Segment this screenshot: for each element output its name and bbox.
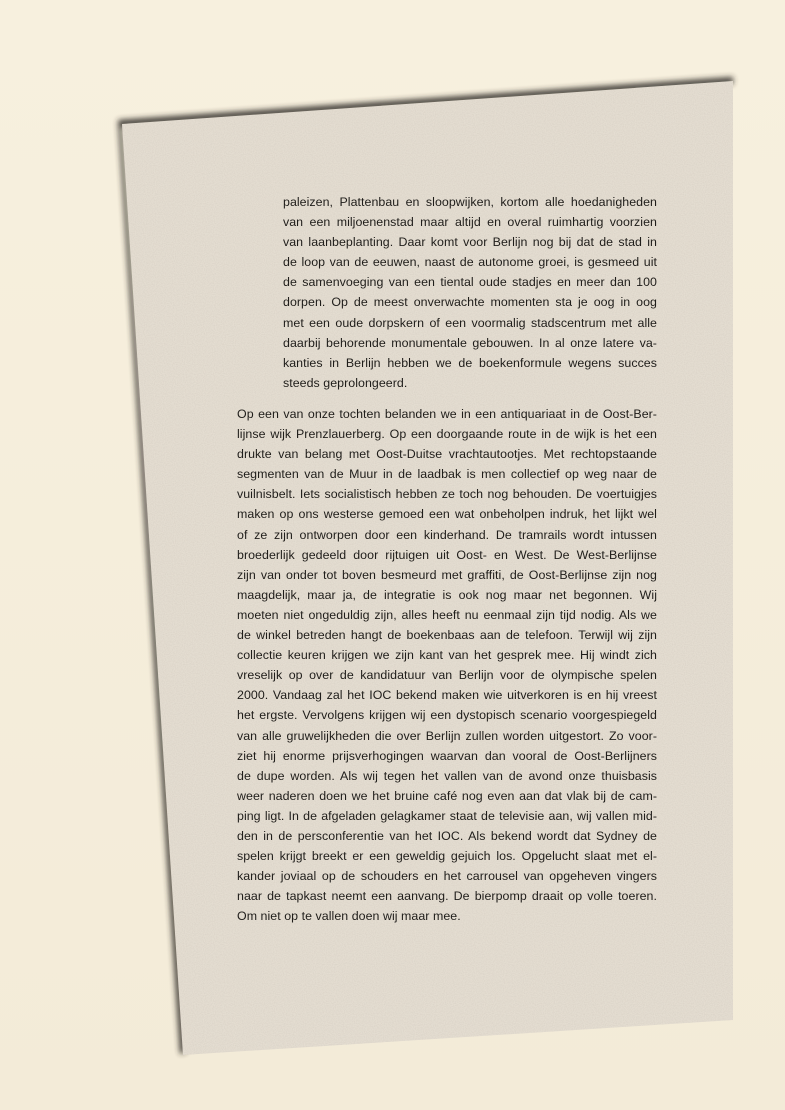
body-line: vuilnisbelt. Iets socialistisch hebben ze toch nog behouden. De voertuigjes — [237, 487, 657, 502]
quote-line: steeds geprolongeerd. — [283, 375, 408, 390]
body-line: of ze zijn ontworpen door een kinderhand. De tramrails wordt intussen — [237, 527, 657, 542]
quote-line: van laanbeplanting. Daar komt voor Berlijn nog bij dat de stad in — [283, 235, 657, 250]
body-line: naar de tapkast neemt een aanvang. De bierpomp draait op volle toeren. — [237, 889, 657, 904]
body-line: zijn van onder tot boven besmeurd met graffiti, de Oost-Berlijnse zijn nog — [237, 567, 657, 582]
body-line: den in de persconferentie van het IOC. Als bekend wordt dat Sydney de — [237, 828, 657, 843]
quote-line: dorpen. Op de meest onverwachte momenten sta je oog in oog — [283, 295, 657, 310]
body-line: weer naderen doen we het bruine café nog even aan dat vlak bij de cam- — [237, 788, 657, 803]
quote-line: kanties in Berlijn hebben we de boekenformule wegens succes — [283, 355, 657, 370]
body-line: maagdelijk, maar ja, de integratie is ook nog maar net begonnen. Wij — [237, 587, 657, 602]
body-paragraph — [237, 404, 657, 926]
body-line: de winkel betreden hangt de boekenbaas aan de telefoon. Terwijl wij zijn — [237, 628, 657, 643]
body-line: ziet hij enorme prijsverhogingen waarvan dan vooral de Oost-Berlijners — [237, 748, 657, 763]
body-line: Op een van onze tochten belanden we in een antiquariaat in de Oost-Ber- — [237, 407, 657, 421]
body-line: 2000. Vandaag zal het IOC bekend maken wie uitverkoren is en hij vreest — [237, 688, 657, 703]
body-line: lijnse wijk Prenzlauerberg. Op een doorgaande route in de wijk is het een — [237, 427, 657, 442]
indented-quote-paragraph — [283, 192, 657, 393]
quote-line: de loop van de eeuwen, naast de autonome groei, is gesmeed uit — [283, 255, 657, 270]
quote-line: met een oude dorpskern of een voormalig stadscentrum met alle — [283, 315, 657, 330]
body-line: de dupe worden. Als wij tegen het vallen van de avond onze thuisbasis — [237, 768, 657, 783]
body-line: broederlijk gedeeld door rijtuigen uit Oost- en West. De West-Berlijnse — [237, 547, 657, 562]
body-line: vreselijk op over de kandidatuur van Berlijn voor de olympische spelen — [237, 668, 657, 683]
body-line: drukte van belang met Oost-Duitse vrachtautootjes. Met rechtopstaande — [237, 447, 657, 462]
quote-line: daarbij behorende monumentale gebouwen. In al onze latere va- — [283, 335, 657, 350]
quote-line: de samenvoeging van een tiental oude stadjes en meer dan 100 — [283, 275, 657, 290]
body-line: Om niet op te vallen doen wij maar mee. — [237, 909, 461, 924]
body-line: kander joviaal op de schouders en het carrousel van opgeheven vingers — [237, 869, 657, 884]
body-line: spelen krijgt breekt er een geweldig gejuich los. Opgelucht slaat met el- — [237, 849, 657, 864]
quote-line: van een miljoenenstad maar altijd en overal ruimhartig voorzien — [283, 215, 657, 230]
body-line: van alle gruwelijkheden die over Berlijn zullen worden uitgestort. Zo voor- — [237, 728, 657, 743]
body-line: segmenten van de Muur in de laadbak is men collectief op weg naar de — [237, 467, 657, 482]
body-line: ping ligt. In de afgeladen gelagkamer staat de televisie aan, wij vallen mid- — [237, 808, 657, 823]
body-line: maken op ons westerse gemoed een wat onbeholpen indruk, het lijkt wel — [237, 507, 657, 522]
body-line: moeten niet ongeduldig zijn, alles heeft nu eenmaal zijn tijd nodig. Als we — [237, 607, 657, 622]
quote-line: paleizen, Plattenbau en sloopwijken, kortom alle hoedanigheden — [283, 195, 657, 209]
body-line: het ergste. Vervolgens krijgen wij een dystopisch scenario voorgespiegeld — [237, 708, 657, 723]
body-line: collectie keuren krijgen we zijn kant van het gesprek mee. Hij windt zich — [237, 648, 657, 663]
